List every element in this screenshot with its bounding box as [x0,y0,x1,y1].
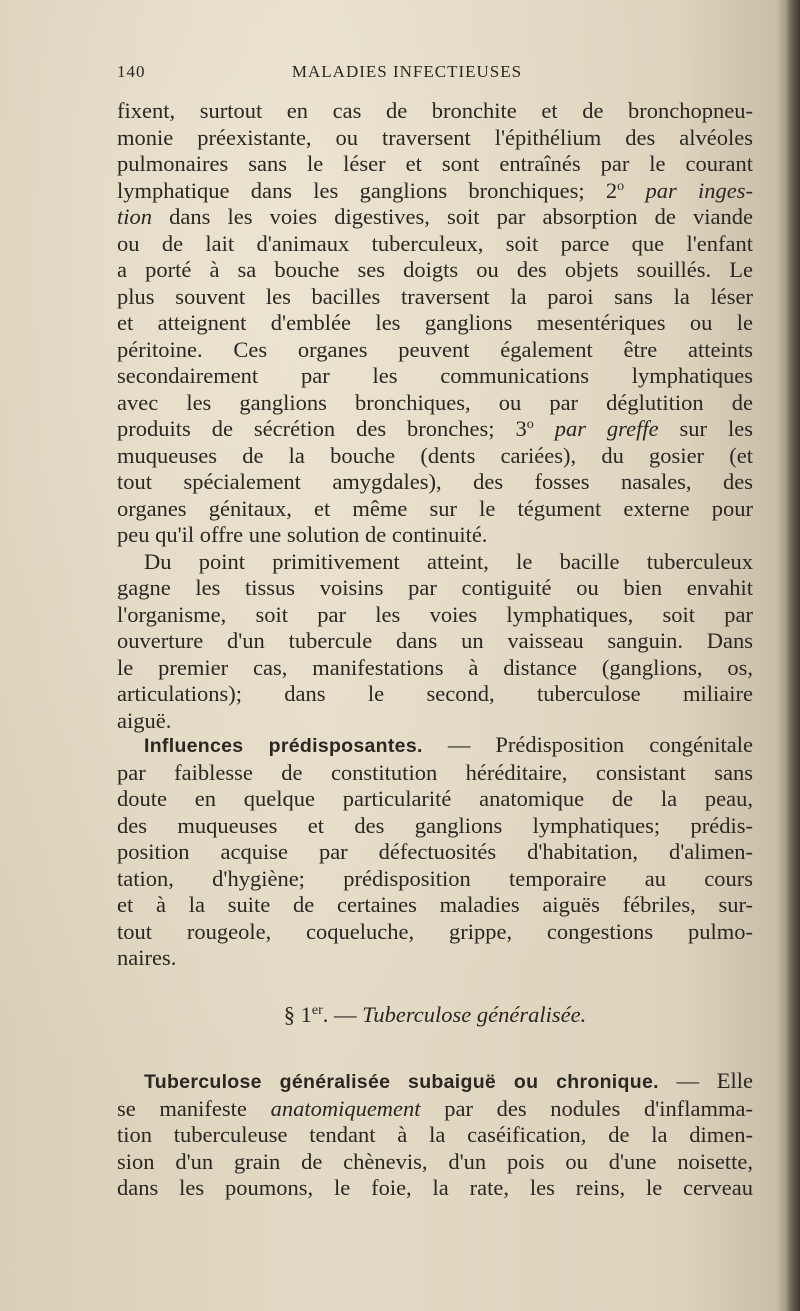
text-line: par faiblesse de constitution héréditaire, consistant sans [117,759,753,785]
text-line: tion tuberculeuse tendant à la caséification, de la dimen- [117,1122,753,1147]
section-heading: § 1er. — Tuberculose généralisée. [283,1002,587,1027]
text-line: monie préexistante, ou traversent l'épithélium des alvéoles [117,124,753,150]
text-line: a porté à sa bouche ses doigts ou des objets souillés. Le [117,257,753,282]
text-line: gagne les tissus voisins par contiguité ou bien envahit [117,575,753,600]
run-in-heading: Tuberculose généralisée subaiguë ou chronique. [144,1071,659,1093]
text-line: sion d'un grain de chènevis, d'un pois ou d'une noisette, [117,1148,753,1174]
text-line: lymphatique dans les ganglions bronchiques; 2$^o$ par inges- [117,177,754,203]
text-line: Influences prédisposantes. — Prédisposition congénitale [144,732,753,757]
text-line: des muqueuses et des ganglions lymphatiques; prédis- [117,812,753,838]
paragraph-generalized-tuberculosis [117,1068,753,1202]
paragraph-transmission [117,98,753,734]
page-edge-shadow [786,0,800,1311]
text-line: dans les poumons, le foie, la rate, les reins, le cerveau [117,1175,753,1200]
text-line: se manifeste anatomiquement par des nodules d'inflamma- [117,1095,753,1121]
text-line: tion dans les voies digestives, soit par absorption de viande [117,204,753,229]
text-line: le premier cas, manifestations à distance (ganglions, os, [117,654,753,680]
run-in-heading: Influences prédisposantes. [144,735,423,757]
text-line: secondairement par les communications lymphatiques [117,363,753,388]
text-line: Tuberculose généralisée subaiguë ou chronique. — Elle [144,1068,754,1093]
text-line: articulations); dans le second, tuberculose miliaire [117,681,753,706]
text-line: produits de sécrétion des bronches; 3$^o$ par greffe sur les [117,416,753,441]
text-line: peu qu'il offre une solution de continuité. [117,522,488,547]
text-line: organes génitaux, et même sur le tégument externe pour [117,495,753,521]
text-line: l'organisme, soit par les voies lymphatiques, soit par [117,601,753,627]
text-line: Du point primitivement atteint, le bacille tuberculeux [144,548,753,574]
text-line: ou de lait d'animaux tuberculeux, soit parce que l'enfant [117,230,753,256]
text-line: tation, d'hygiène; prédisposition temporaire au cours [117,865,753,891]
text-line: plus souvent les bacilles traversent la paroi sans la léser [117,283,753,309]
text-line: ouverture d'un tubercule dans un vaisseau sanguin. Dans [117,628,753,653]
text-line: tout rougeole, coqueluche, grippe, congestions pulmo- [117,918,753,944]
running-title: MALADIES INFECTIEUSES [291,62,523,81]
text-line: doute en quelque particularité anatomique de la peau, [117,786,753,811]
page-number: 140 [117,62,146,81]
text-line: péritoine. Ces organes peuvent également être atteints [117,336,753,362]
text-line: position acquise par défectuosités d'habitation, d'alimen- [117,839,753,864]
text-line: naires. [117,945,177,970]
text-line: muqueuses de la bouche (dents cariées), du gosier (et [117,442,753,468]
running-header [117,62,757,86]
text-line: tout spécialement amygdales), des fosses nasales, des [117,469,753,494]
text-line: avec les ganglions bronchiques, ou par déglutition de [117,389,753,415]
text-line: aiguë. [117,707,172,733]
paragraph-predisposing-influences [117,732,753,972]
text-line: et atteignent d'emblée les ganglions mesentériques ou le [117,310,753,335]
text-line: fixent, surtout en cas de bronchite et de bronchopneu- [117,98,753,123]
text-line: et à la suite de certaines maladies aiguës fébriles, sur- [117,892,753,917]
text-line: pulmonaires sans le léser et sont entraînés par le courant [117,151,753,176]
